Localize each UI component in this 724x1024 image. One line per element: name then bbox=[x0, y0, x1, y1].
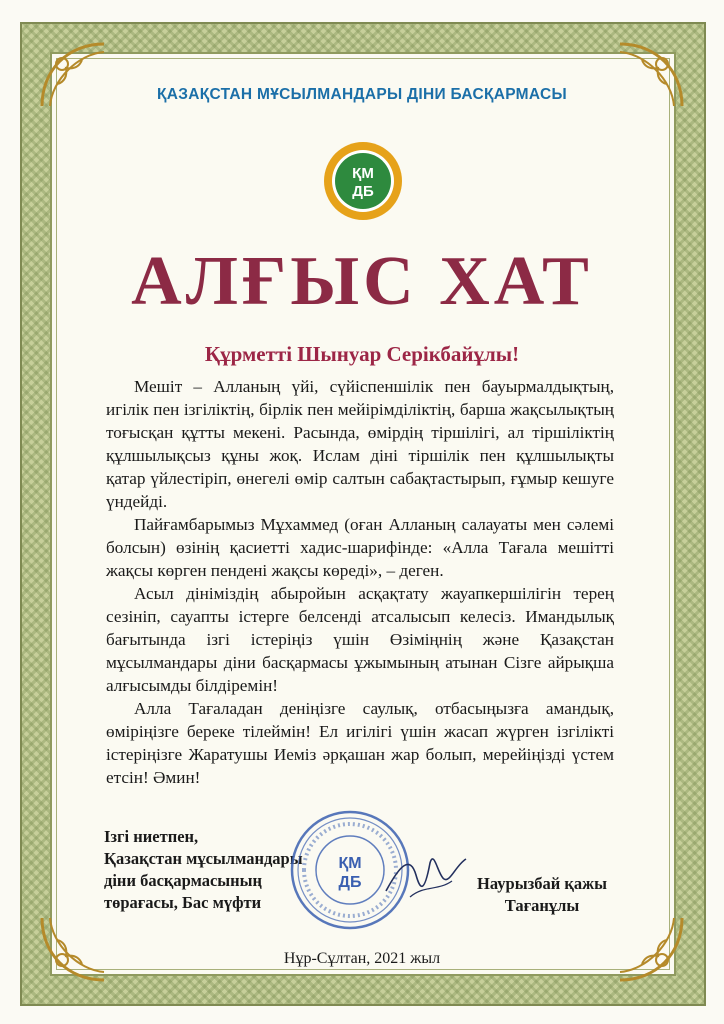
paragraph: Асыл дініміздің абыройын асқақтату жауапкершілігін терең сезініп, сауапты істерге белсенді атсалысып келесіз. Имандылық бағытында ізгі істеріңіз үшін Өзіміңнің және Қазақстан мұсылмандары діни басқармасы ұжымының атынан Сізге айрықша алғысымды білдіремін! bbox=[106, 584, 614, 695]
signatory-line: Ізгі ниетпен, bbox=[104, 827, 199, 846]
document-title: АЛҒЫС ХАТ bbox=[131, 243, 593, 320]
logo-letters-bottom: ДБ bbox=[352, 183, 374, 200]
signatory-line: діни басқармасының bbox=[104, 871, 263, 890]
signatory-name-line: Наурызбай қажы bbox=[477, 874, 607, 893]
paragraph: Алла Тағаладан деніңізге саулық, отбасыңызға амандық, өміріңізге береке тілеймін! Ел игілігі үшін жасап жүрген ізгілікті істеріңізге Жаратушы Иеміз әрқашан жар болып, мерейіңізді үстем етсін! Әмин! bbox=[106, 699, 614, 787]
signatory-name bbox=[452, 873, 632, 917]
corner-ornament-bottom-left bbox=[38, 914, 108, 984]
paragraph: Мешіт – Алланың үйі, сүйіспеншілік пен бауырмалдықтың, игілік пен ізгіліктің, бірлік пен мейірімділіктің, барша жақсылықтың тоғысқан құтты мекені. Расында, өмірдің тіршілігі, ал тіршіліктің құлшылықсыз құны жоқ. Ислам діні тіршілік пен құлшылықты қатар үйлестіріп, өнегелі өмір салтын сабақтастырып, ғұмыр кешуге үндейді. bbox=[106, 377, 614, 511]
logo-letters-top: ҚМ bbox=[352, 165, 374, 182]
place-and-date: Нұр-Сұлтан, 2021 жыл bbox=[283, 950, 441, 967]
stamp-letters-bottom: ДБ bbox=[338, 874, 362, 891]
organization-name: ҚАЗАҚСТАН МҰСЫЛМАНДАРЫ ДІНИ БАСҚАРМАСЫ bbox=[157, 86, 567, 103]
stamp-letters-top: ҚМ bbox=[338, 855, 362, 872]
paragraph: Пайғамбарымыз Мұхаммед (оған Алланың салауаты мен сәлемі болсын) өзінің қасиетті хадис-шарифінде: «Алла Тағала мешітті жақсы көрген пендені жақсы көреді», – деген. bbox=[106, 515, 614, 580]
letter-body bbox=[106, 375, 614, 789]
corner-ornament-bottom-right bbox=[616, 914, 686, 984]
signatory-line: төрағасы, Бас мүфти bbox=[104, 893, 262, 912]
salutation: Құрметті Шынуар Серікбайұлы! bbox=[204, 342, 520, 366]
qmdb-logo bbox=[322, 140, 404, 222]
signatory-name-line: Тағанұлы bbox=[504, 896, 580, 915]
signatory-line: Қазақстан мұсылмандары bbox=[104, 849, 303, 868]
signatory-title bbox=[104, 826, 314, 914]
